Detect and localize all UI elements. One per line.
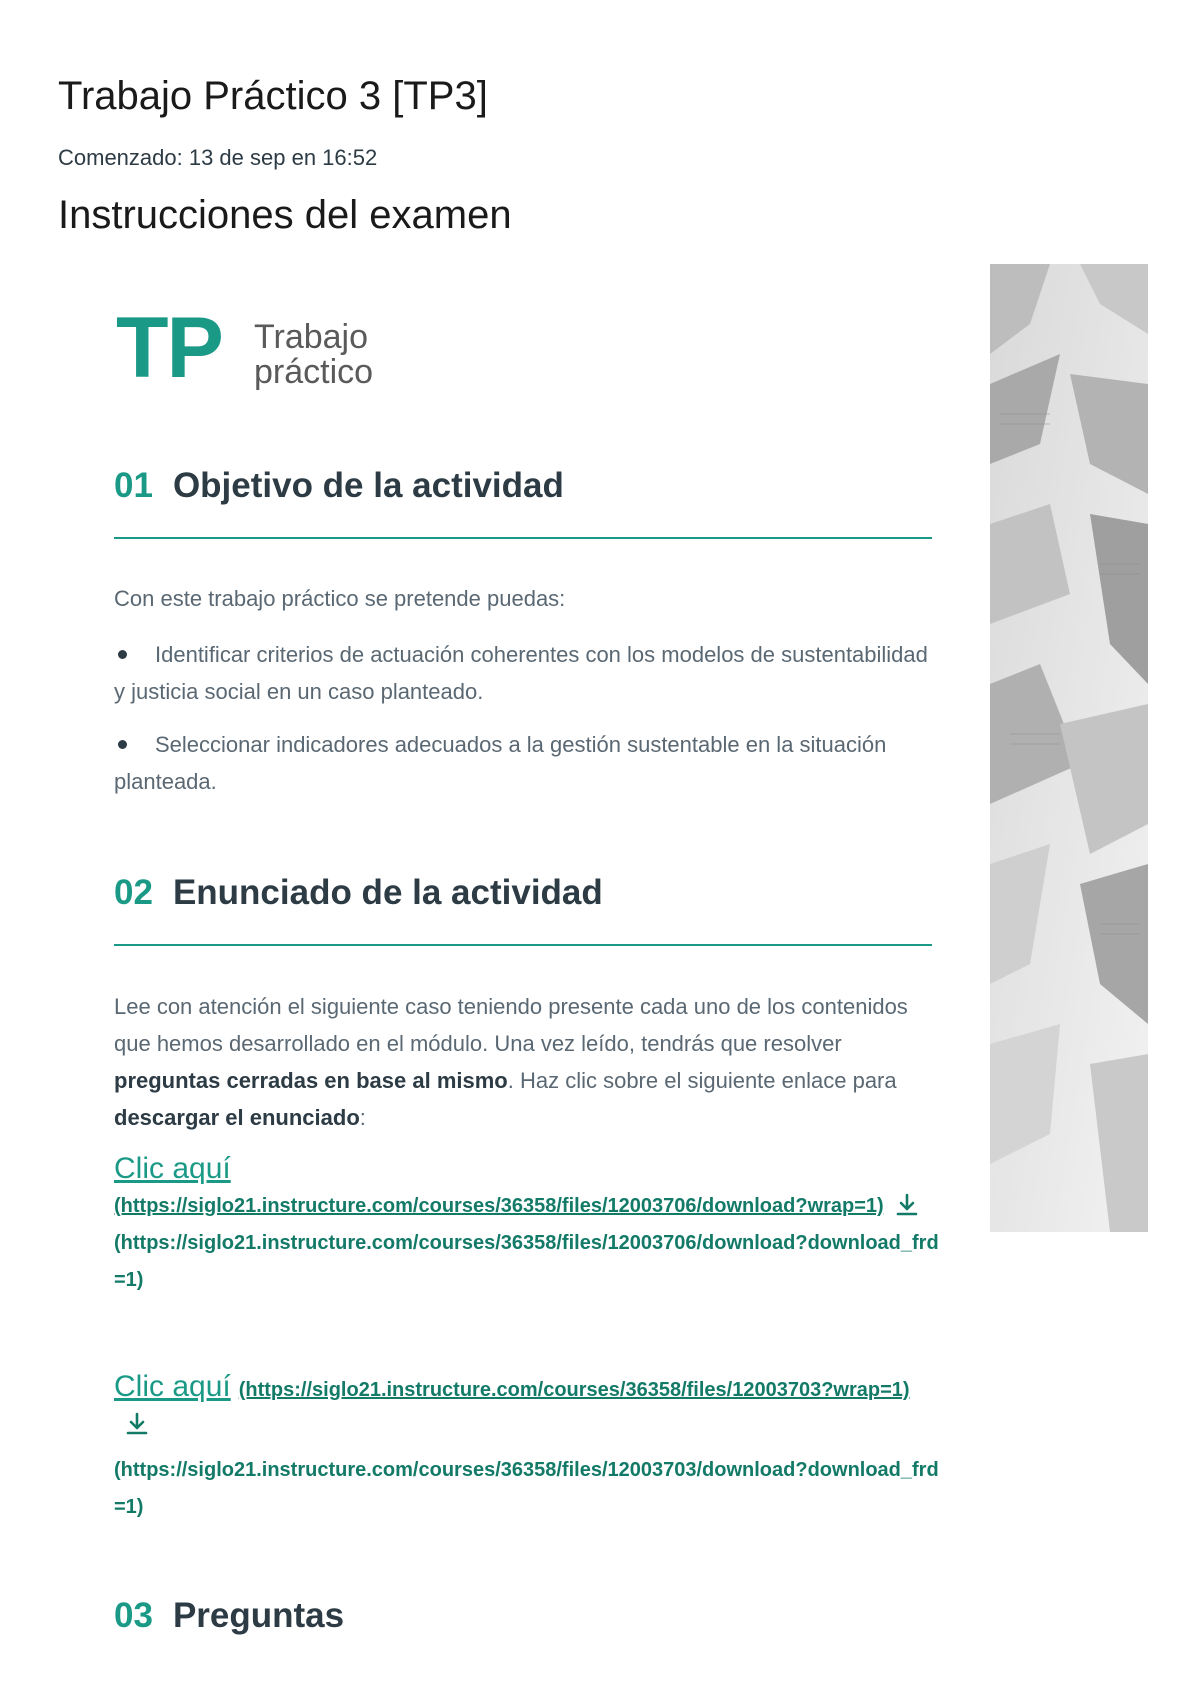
logo-letters: TP: [116, 300, 222, 396]
statement-text-part: Lee con atención el siguiente caso teniendo presente cada uno de los contenidos que hemos desarrollado en el módulo. Una vez leído, tendrás que resolver: [114, 994, 908, 1056]
file-url-link[interactable]: (https://siglo21.instructure.com/courses/36358/files/12003706/download?wrap=1): [114, 1195, 884, 1217]
logo-word-line1: Trabajo: [254, 318, 369, 356]
file-link-block: [114, 1152, 944, 1299]
bullet-icon: [118, 740, 127, 749]
file-url-link[interactable]: (https://siglo21.instructure.com/courses/36358/files/12003703?wrap=1): [238, 1379, 910, 1401]
bullet-text: Seleccionar indicadores adecuados a la gestión sustentable en la situación planteada.: [114, 732, 887, 794]
decorative-side-image: [990, 264, 1148, 1232]
statement-text-part: :: [359, 1105, 366, 1130]
section-number: 01: [114, 466, 153, 505]
section-statement-heading: [114, 873, 603, 913]
page-title: Trabajo Práctico 3 [TP3]: [58, 74, 488, 118]
section-objective-heading: [114, 466, 564, 506]
objective-bullet: [114, 636, 934, 710]
section-title: Enunciado de la actividad: [172, 873, 603, 912]
bullet-icon: [118, 650, 127, 659]
download-icon[interactable]: [124, 1411, 150, 1452]
file-link-block: [114, 1368, 944, 1526]
statement-text-part: . Haz clic sobre el siguiente enlace para: [507, 1068, 897, 1093]
section-number: 03: [114, 1596, 153, 1635]
section-title: Objetivo de la actividad: [172, 466, 564, 505]
download-icon[interactable]: [894, 1192, 920, 1223]
logo-word-line2: práctico: [254, 353, 374, 391]
click-here-link[interactable]: Clic aquí: [114, 1370, 231, 1403]
click-here-link[interactable]: Clic aquí: [114, 1152, 231, 1185]
section-divider: [114, 537, 932, 539]
section-divider: [114, 944, 932, 946]
objective-intro: Con este trabajo práctico se pretende puedas:: [114, 586, 566, 611]
section-number: 02: [114, 873, 153, 912]
statement-bold-part: descargar el enunciado: [114, 1105, 360, 1130]
started-timestamp: Comenzado: 13 de sep en 16:52: [58, 145, 378, 170]
instructions-heading: Instrucciones del examen: [58, 193, 512, 237]
download-url-link[interactable]: (https://siglo21.instructure.com/courses/36358/files/12003706/download?download_frd=1): [114, 1232, 939, 1291]
bullet-text: Identificar criterios de actuación coherentes con los modelos de sustentabilidad y justicia social en un caso planteado.: [114, 642, 928, 704]
download-url-link[interactable]: (https://siglo21.instructure.com/courses/36358/files/12003703/download?download_frd=1): [114, 1459, 939, 1518]
statement-text: [114, 988, 924, 1136]
statement-bold-part: preguntas cerradas en base al mismo: [114, 1068, 508, 1093]
objective-bullet: [114, 726, 934, 800]
section-title: Preguntas: [172, 1596, 345, 1635]
section-questions-heading: [114, 1596, 344, 1636]
